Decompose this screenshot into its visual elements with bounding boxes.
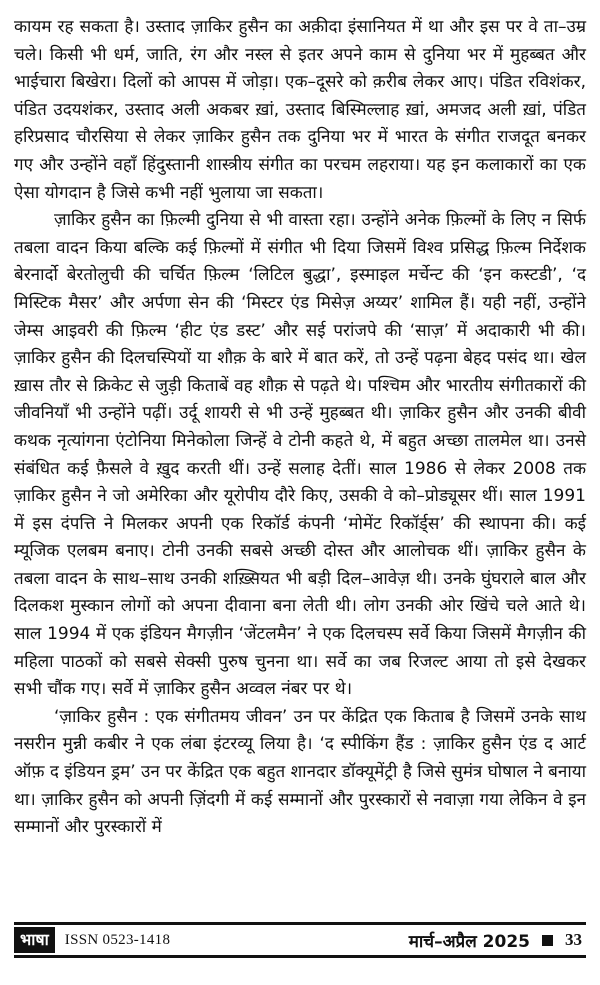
issn-number: ISSN 0523-1418	[64, 931, 171, 948]
paragraph-3: ‘ज़ाकिर हुसैन : एक संगीतमय जीवन’ उन पर केंद्रित एक किताब है जिसमें उनके साथ नसरीन मुन्नी कबीर ने एक लंबा इंटरव्यू लिया है। ‘द स्पीकिंग हैंड : ज़ाकिर हुसैन एंड द आर्ट ऑफ़ द इंडियन ड्रम’ उन पर केंद्रित एक बहुत शानदार डॉक्यूमेंट्री है जिसे सुमंत्र घोषाल ने बनाया था। ज़ाकिर हुसैन को अपनी ज़िंदगी में कई सम्मानों और पुरस्कारों से नवाज़ा गया लेकिन वे इन सम्मानों और पुरस्कारों में	[14, 706, 586, 838]
article-body	[14, 14, 586, 842]
footer-right	[409, 929, 586, 952]
page-footer	[14, 922, 586, 958]
journal-logo: भाषा	[14, 927, 55, 953]
issue-date: मार्च–अप्रैल 2025	[408, 931, 530, 952]
square-bullet-icon	[542, 935, 553, 946]
footer-left	[14, 927, 170, 953]
paragraph-2: ज़ाकिर हुसैन का फ़िल्मी दुनिया से भी वास्ता रहा। उन्होंने अनेक फ़िल्मों के लिए न सिर्फ तबला वादन किया बल्कि कई फ़िल्मों में संगीत भी दिया जिसमें विश्व प्रसिद्ध फ़िल्म निर्देशक बेरनार्दो बेरतोलुची की चर्चित फ़िल्म ‘लिटिल बुद्धा’, इस्माइल मर्चेन्ट की ‘इन कस्टडी’, ‘द मिस्टिक मैसर’ और अर्पणा सेन की ‘मिस्टर एंड मिसेज़ अय्यर’ शामिल हैं। यही नहीं, उन्होंने जेम्स आइवरी की फ़िल्म ‘हीट एंड डस्ट’ और सई परांजपे की ‘साज़’ में अदाकारी भी की। ज़ाकिर हुसैन की दिलचस्पियों या शौक़ के बारे में बात करें, तो उन्हें पढ़ना बेहद पसंद था। खेल ख़ास तौर से क्रिकेट से जुड़ी किताबें वह शौक़ से पढ़ते थे। पश्चिम और भारतीय संगीतकारों की जीवनियाँ भी उन्होंने पढ़ीं। उर्दू शायरी से भी उन्हें मुहब्बत थी। ज़ाकिर हुसैन और उनकी बीवी कथक नृत्यांगना एंटोनिया मिनेकोला जिन्हें वे टोनी कहते थे, में बहुत अच्छा तालमेल था। उनसे संबंधित कई फ़ैसले वे ख़ुद करती थीं। उन्हें सलाह देतीं। साल 1986 से लेकर 2008 तक ज़ाकिर हुसैन ने जो अमेरिका और यूरोपीय दौरे किए, उसकी वे को–प्रोड्यूसर थीं। साल 1991 में इस दंपत्ति ने मिलकर अपनी एक रिकॉर्ड कंपनी ‘मोमेंट रिकॉर्ड्स’ की स्थापना की। कई म्यूजिक एलबम बनाए। टोनी उनकी सबसे अच्छी दोस्त और आलोचक थीं। ज़ाकिर हुसैन के तबला वादन के साथ–साथ उनकी शख़्सियत भी बड़ी दिल–आवेज़ थी। उनके घुंघराले बाल और दिलकश मुस्कान लोगों को अपना दीवाना बना लेती थी। लोग उनकी ओर खिंचे चले आते थे। साल 1994 में एक इंडियन मैगज़ीन ‘जेंटलमैन’ ने एक दिलचस्प सर्वे किया जिसमें मैगज़ीन की महिला पाठकों को सबसे सेक्सी पुरुष चुनना था। सर्वे का जब रिजल्ट आया तो इसे देखकर सभी चौंक गए। सर्वे में ज़ाकिर हुसैन अव्वल नंबर पर थे।	[14, 210, 586, 700]
page-number: 33	[565, 930, 582, 949]
paragraph-1: कायम रह सकता है। उस्ताद ज़ाकिर हुसैन का अक़ीदा इंसानियत में था और इस पर वे ता–उम्र चले। किसी भी धर्म, जाति, रंग और नस्ल से इतर अपने काम से दुनिया भर में मुहब्बत और भाईचारा बिखेरा। दिलों को आपस में जोड़ा। एक–दूसरे को क़रीब लेकर आए। पंडित रविशंकर, पंडित उदयशंकर, उस्ताद अली अकबर ख़ां, उस्ताद बिस्मिल्लाह ख़ां, अमजद अली ख़ां, पंडित हरिप्रसाद चौरसिया से लेकर ज़ाकिर हुसैन तक दुनिया भर में भारत के संगीत राजदूत बनकर गए और उन्होंने वहाँ हिंदुस्तानी शास्त्रीय संगीत का परचम लहराया। यह इन कलाकारों का एक ऐसा योगदान है जिसे कभी नहीं भुलाया जा सकता।	[14, 17, 586, 203]
